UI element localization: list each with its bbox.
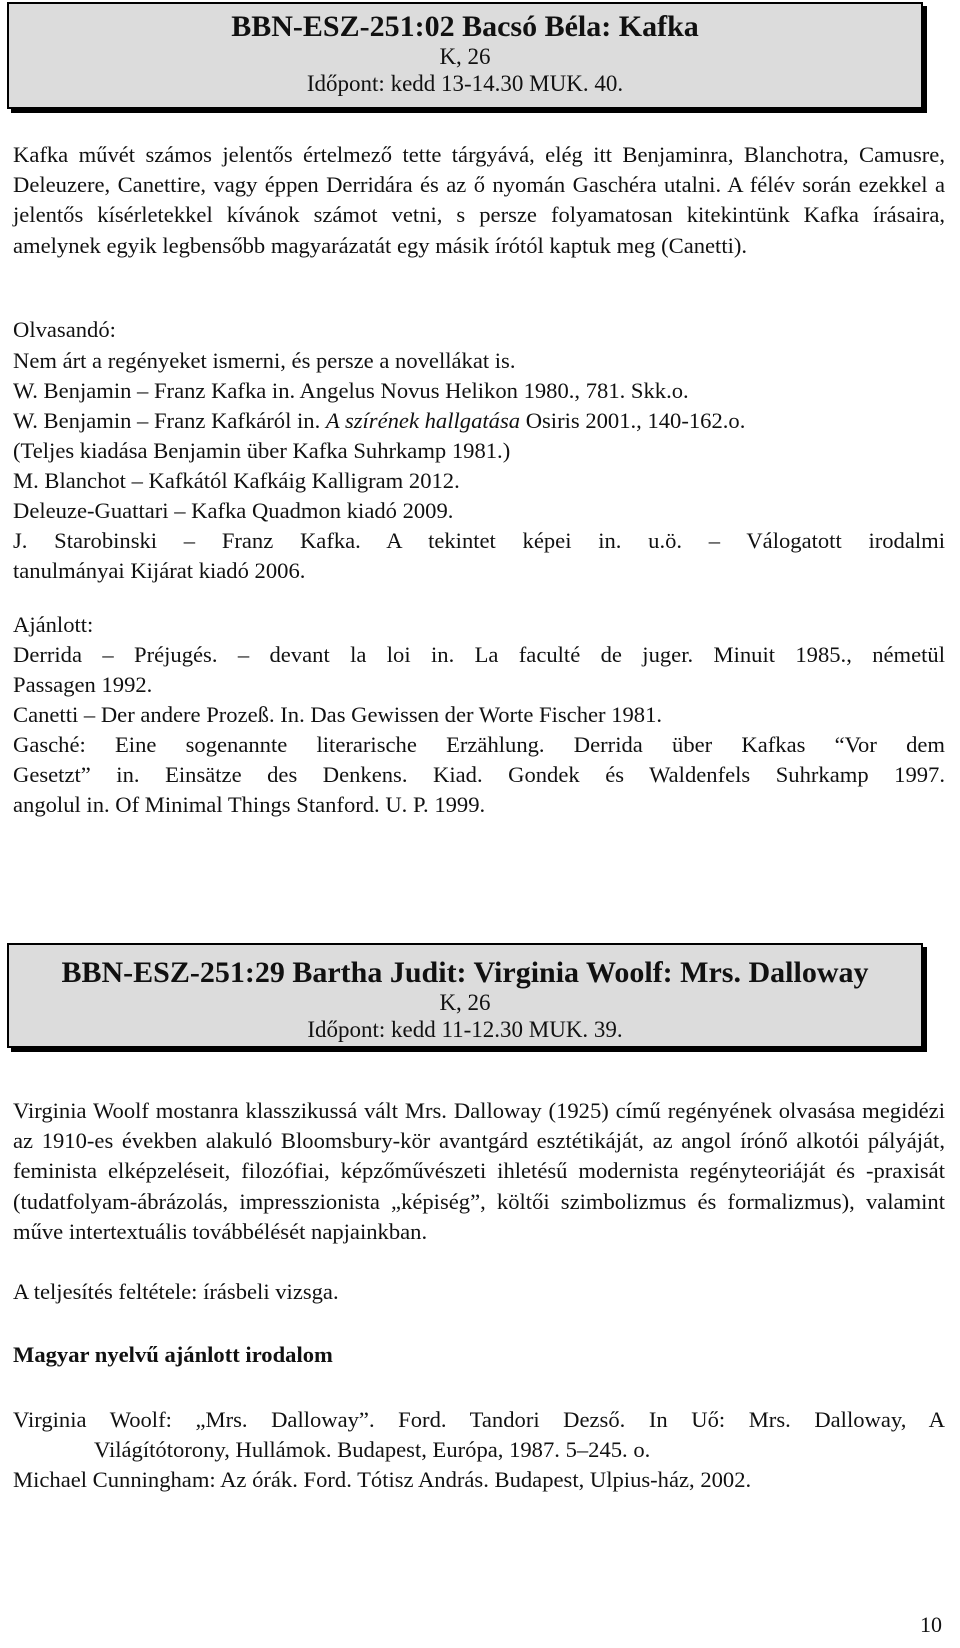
reading-item: W. Benjamin – Franz Kafka in. Angelus Novus Helikon 1980., 781. Skk.o.: [13, 378, 689, 403]
reading-item: W. Benjamin – Franz Kafkáról in. A szírének hallgatása Osiris 2001., 140-162.o.: [13, 408, 746, 433]
reading-item: (Teljes kiadása Benjamin über Kafka Suhrkamp 1981.): [13, 438, 511, 463]
recommended-item: Canetti – Der andere Prozeß. In. Das Gewissen der Worte Fischer 1981.: [13, 702, 663, 727]
course1-reading-intro: Nem árt a regényeket ismerni, és persze a novellákat is.: [13, 348, 516, 373]
literature-item: Michael Cunningham: Az órák. Ford. Tótisz András. Budapest, Ulpius-ház, 2002.: [13, 1467, 752, 1492]
course2-time: Időpont: kedd 11-12.30 MUK. 39.: [307, 1017, 623, 1042]
course1-header-box: [7, 2, 923, 109]
reading-item: Deleuze-Guattari – Kafka Quadmon kiadó 2009.: [13, 498, 454, 523]
course2-header-box: [7, 943, 923, 1048]
course2-description: Virginia Woolf mostanra klasszikussá vált Mrs. Dalloway (1925) című regényének olvasása megidézi az 1910-es években alakuló Bloomsbury-kör avantgárd esztétikáját, az angol írónő alkotói pályáját, feminista elképzeléseit, filozófiai, képzőművészeti ihletésű modernista regényteoriáját és -praxisát (tudatfolyam-ábrázolás, impresszionista „képiség”, költői szimbolizmus és formalizmus), valamint műve intertextuális továbbélését napjainkban.: [13, 1098, 945, 1244]
literature-item-continued: Világítótorony, Hullámok. Budapest, Európa, 1987. 5–245. o.: [94, 1437, 651, 1462]
recommended-item: Gasché: Eine sogenannte literarische Erzählung. Derrida über Kafkas “Vor dem: [13, 732, 945, 757]
course1-title: BBN-ESZ-251:02 Bacsó Béla: Kafka: [231, 10, 699, 43]
course1-recommended-heading: Ajánlott:: [13, 612, 94, 637]
recommended-item: angolul in. Of Minimal Things Stanford. U. P. 1999.: [13, 792, 486, 817]
course1-time: Időpont: kedd 13-14.30 MUK. 40.: [306, 71, 624, 96]
course2-title: BBN-ESZ-251:29 Bartha Judit: Virginia Woolf: Mrs. Dalloway: [61, 956, 869, 989]
reading-item: tanulmányai Kijárat kiadó 2006.: [13, 558, 306, 583]
course1-code: K, 26: [439, 44, 491, 69]
course2-literature-heading: Magyar nyelvű ajánlott irodalom: [13, 1342, 333, 1367]
recommended-item: Derrida – Préjugés. – devant la loi in. La faculté de juger. Minuit 1985., németül: [13, 642, 945, 667]
recommended-item: Gesetzt” in. Einsätze des Denkens. Kiad. Gondek és Waldenfels Suhrkamp 1997.: [13, 762, 945, 787]
reading-item: J. Starobinski – Franz Kafka. A tekintet képei in. u.ö. – Válogatott irodalmi: [13, 528, 945, 553]
literature-item: Virginia Woolf: „Mrs. Dalloway”. Ford. Tandori Dezső. In Uő: Mrs. Dalloway, A: [13, 1407, 945, 1432]
reading-item: M. Blanchot – Kafkától Kafkáig Kalligram 2012.: [13, 468, 460, 493]
course1-description: Kafka művét számos jelentős értelmező tette tárgyává, elég itt Benjaminra, Blanchotra, Camusre, Deleuzere, Canettire, vagy éppen Derridára és az ő nyomán Gaschéra utalni. A félév során ezekkel a jelentős kísérletekkel kívánok számot vetni, s persze folyamatosan kitekintünk Kafka írásaira, amelynek egyik legbensőbb magyarázatát egy másik írótól kaptuk meg (Canetti).: [13, 142, 945, 258]
page-number: 10: [920, 1612, 942, 1637]
reading-item-title: A szírének hallgatása: [325, 408, 521, 433]
course1-reading-heading: Olvasandó:: [13, 317, 116, 342]
recommended-item: Passagen 1992.: [13, 672, 153, 697]
course2-requirement: A teljesítés feltétele: írásbeli vizsga.: [13, 1279, 339, 1304]
course2-code: K, 26: [439, 990, 491, 1015]
